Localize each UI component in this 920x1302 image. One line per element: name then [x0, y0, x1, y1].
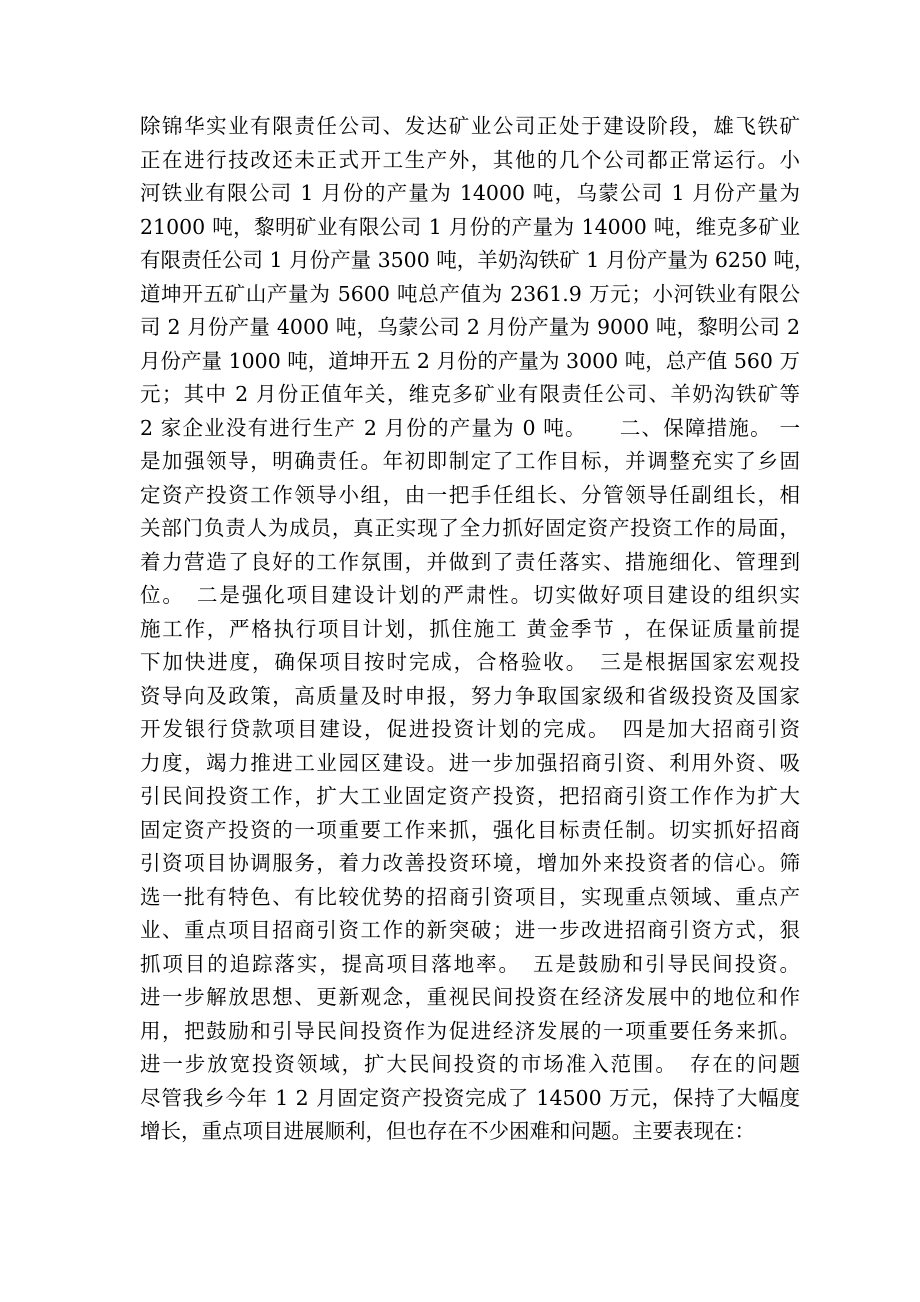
- text-line: 河铁业有限公司 1 月份的产量为 14000 吨，乌蒙公司 1 月份产量为: [140, 181, 800, 205]
- text-line: 关部门负责人为成员，真正实现了全力抓好固定资产投资工作的局面，: [140, 516, 800, 540]
- text-line: 月份产量 1000 吨，道坤开五 2 月份的产量为 3000 吨，总产值 560 万: [140, 348, 800, 373]
- text-line: 定资产投资工作领导小组，由一把手任组长、分管领导任副组长，相: [140, 482, 800, 507]
- text-line: 正在进行技改还未正式开工生产外，其他的几个公司都正常运行。小: [140, 147, 800, 172]
- text-line: 着力营造了良好的工作氛围，并做到了责任落实、措施细化、管理到: [140, 549, 800, 574]
- body-text: [140, 110, 815, 1149]
- text-line: 选一批有特色、有比较优势的招商引资项目，实现重点领域、重点产: [140, 884, 800, 909]
- text-line: 2 家企业没有进行生产 2 月份的产量为 0 吨。 二、保障措施。 一: [140, 415, 800, 440]
- text-line: 进一步解放思想、更新观念，重视民间投资在经济发展中的地位和作: [140, 985, 800, 1009]
- text-line: 力度，竭力推进工业园区建设。进一步加强招商引资、利用外资、吸: [140, 750, 800, 775]
- text-line: 引资项目协调服务，着力改善投资环境，增加外来投资者的信心。筛: [140, 851, 800, 875]
- text-line: 资导向及政策，高质量及时申报，努力争取国家级和省级投资及国家: [140, 683, 800, 708]
- text-line: 位。 二是强化项目建设计划的严肃性。切实做好项目建设的组织实: [140, 583, 800, 607]
- text-line: 司 2 月份产量 4000 吨，乌蒙公司 2 月份产量为 9000 吨，黎明公司 2: [140, 315, 800, 339]
- text-line: 用，把鼓励和引导民间投资作为促进经济发展的一项重要任务来抓。: [140, 1018, 800, 1043]
- text-line: 引民间投资工作，扩大工业固定资产投资，把招商引资工作作为扩大: [140, 784, 800, 808]
- text-line: 尽管我乡今年 1 2 月固定资产投资完成了 14500 万元，保持了大幅度: [140, 1085, 800, 1110]
- text-line: 业、重点项目招商引资工作的新突破；进一步改进招商引资方式，狠: [140, 918, 800, 942]
- text-line: 元；其中 2 月份正值年关，维克多矿业有限责任公司、羊奶沟铁矿等: [140, 382, 800, 406]
- text-line: 抓项目的追踪落实，提高项目落地率。 五是鼓励和引导民间投资。: [140, 951, 800, 976]
- text-line: 下加快进度，确保项目按时完成，合格验收。 三是根据国家宏观投: [140, 650, 800, 674]
- text-line: 开发银行贷款项目建设，促进投资计划的完成。 四是加大招商引资: [140, 717, 800, 741]
- text-line: 进一步放宽投资领域，扩大民间投资的市场准入范围。 存在的问题: [140, 1052, 800, 1076]
- text-line: 有限责任公司 1 月份产量 3500 吨，羊奶沟铁矿 1 月份产量为 6250 吨，: [140, 248, 815, 272]
- text-line: 固定资产投资的一项重要工作来抓，强化目标责任制。切实抓好招商: [140, 817, 800, 842]
- text-line: 是加强领导，明确责任。年初即制定了工作目标，并调整充实了乡固: [140, 449, 800, 473]
- text-line: 增长，重点项目进展顺利，但也存在不少困难和问题。主要表现在：: [140, 1119, 755, 1143]
- text-line: 道坤开五矿山产量为 5600 吨总产值为 2361.9 万元；小河铁业有限公: [140, 281, 800, 306]
- text-line: 除锦华实业有限责任公司、发达矿业公司正处于建设阶段，雄飞铁矿: [140, 114, 800, 138]
- text-line: 21000 吨，黎明矿业有限公司 1 月份的产量为 14000 吨，维克多矿业: [140, 214, 800, 239]
- text-line: 施工作，严格执行项目计划，抓住施工 黄金季节 ，在保证质量前提: [140, 616, 800, 641]
